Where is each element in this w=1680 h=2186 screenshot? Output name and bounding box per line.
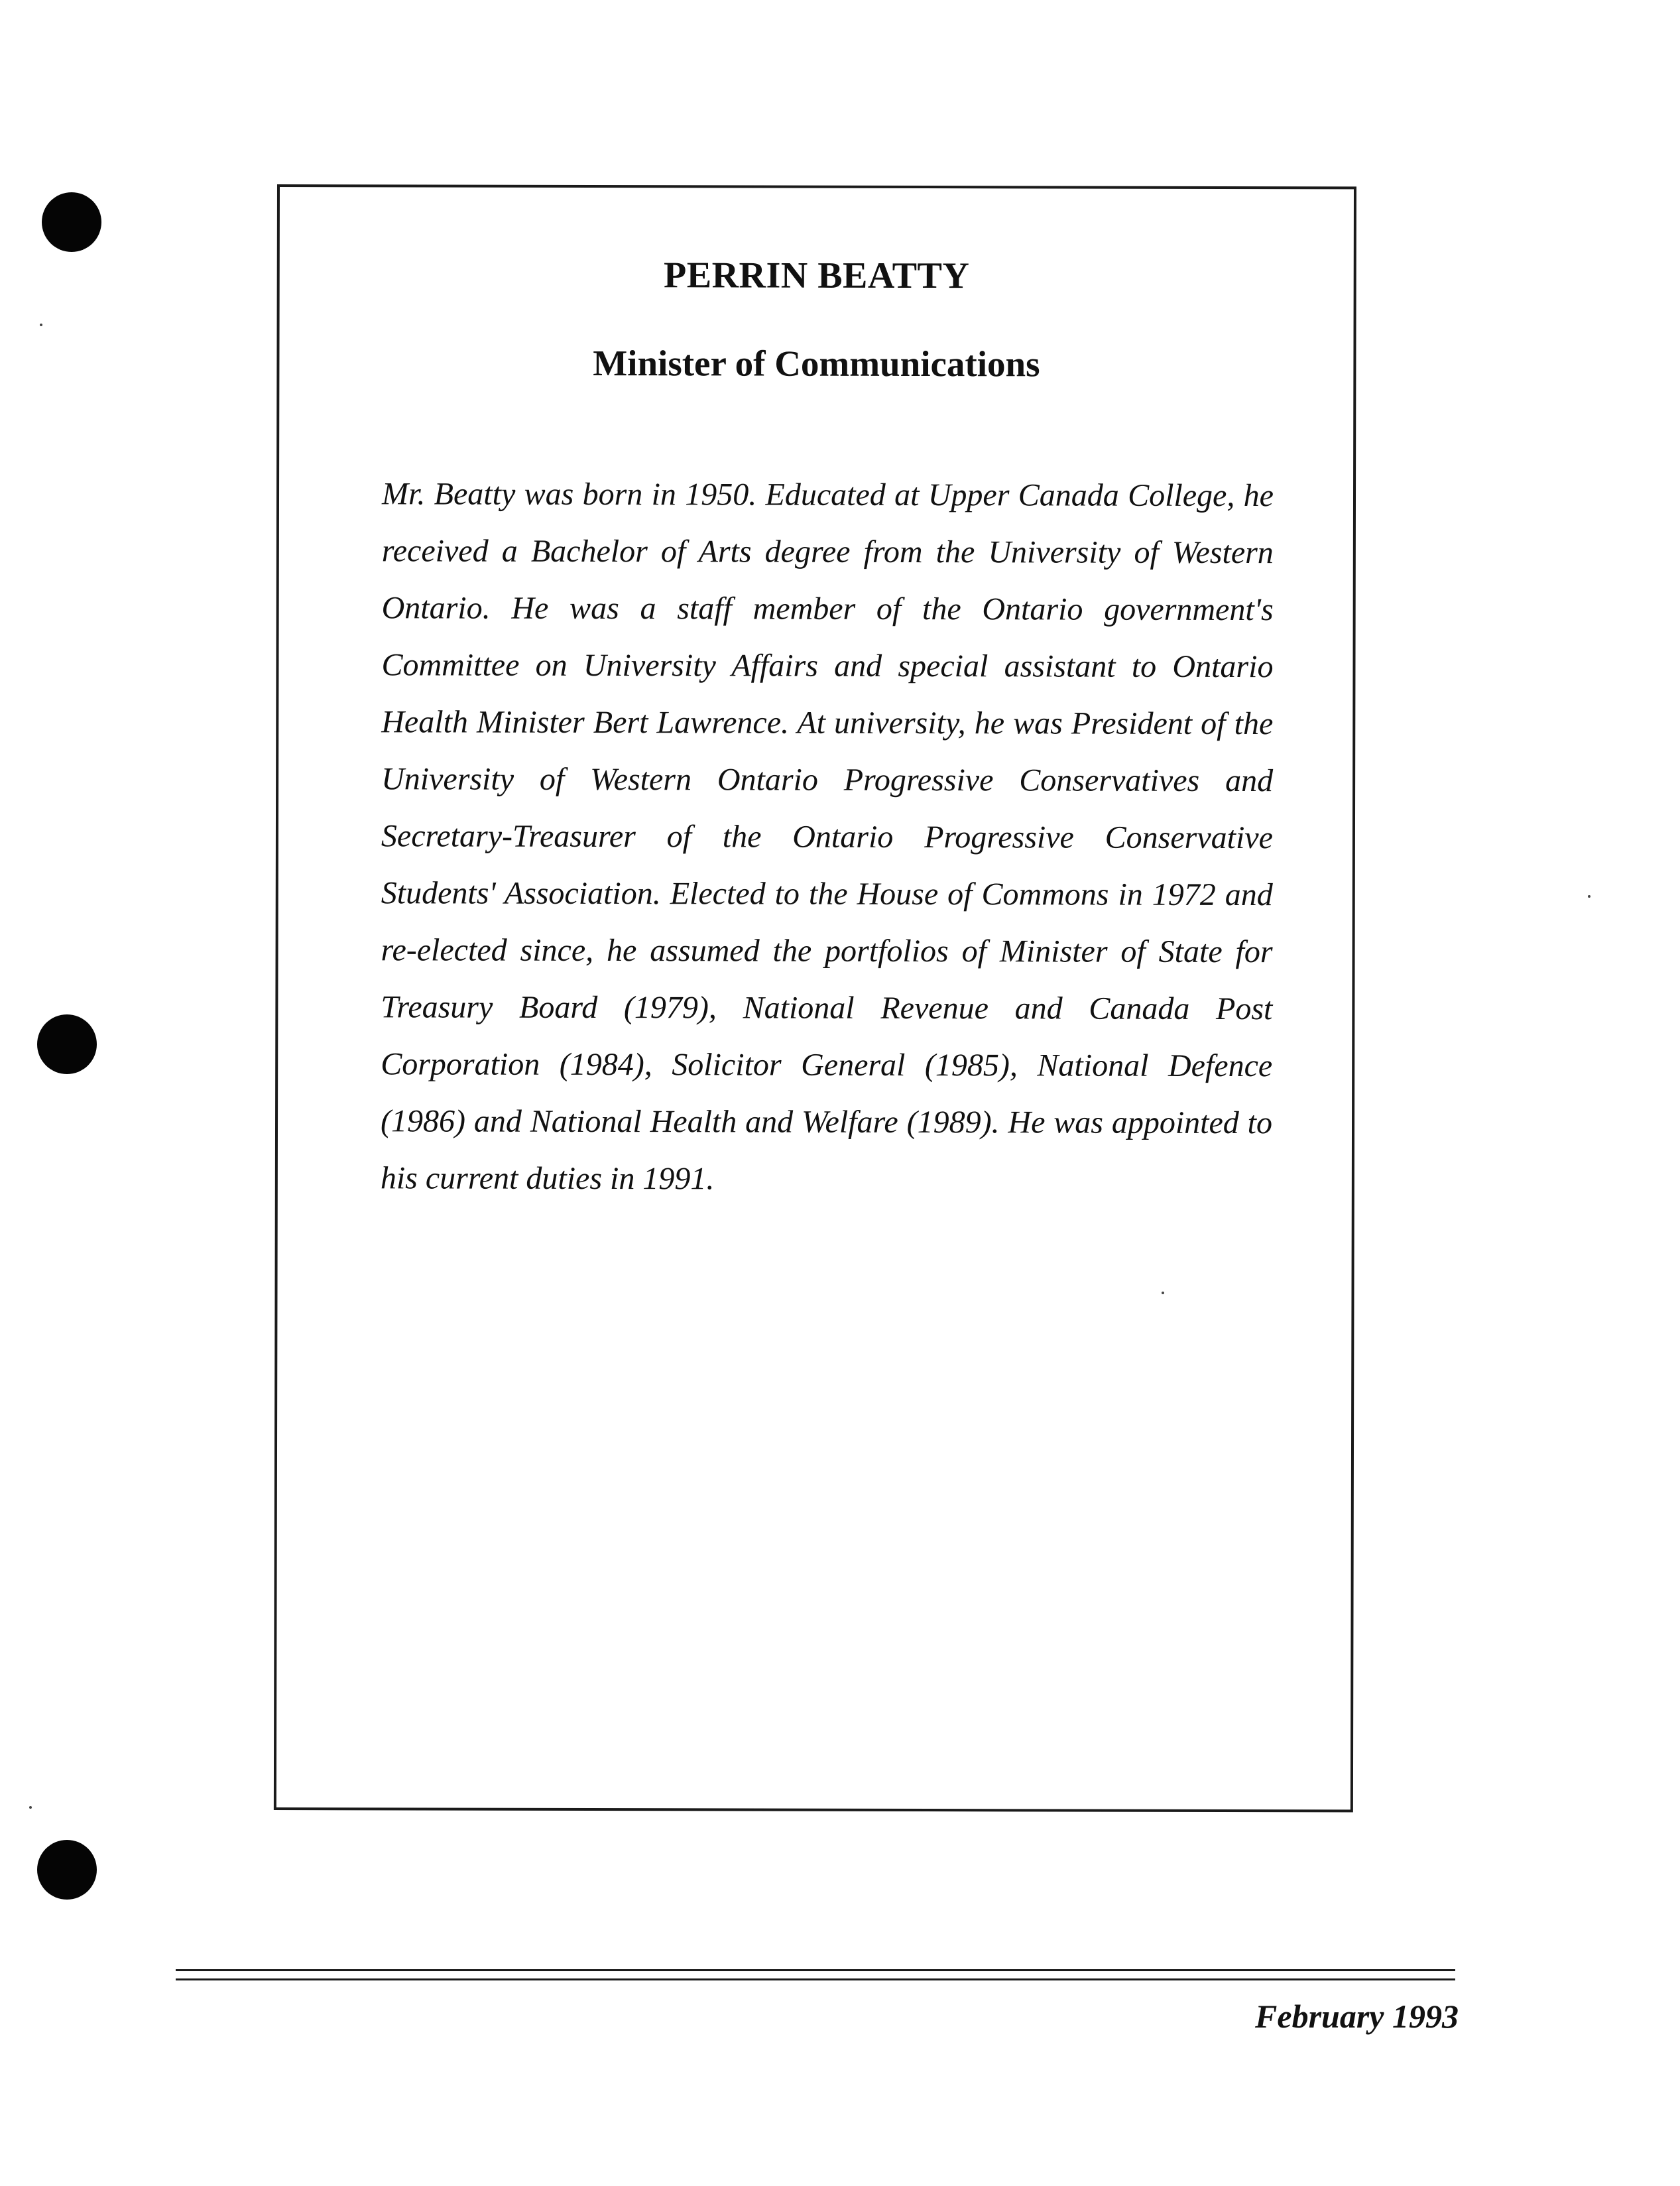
- footer-date: February 1993: [1255, 1998, 1459, 2035]
- punch-hole-middle: [37, 1014, 97, 1074]
- footer-rule: [176, 1969, 1455, 1971]
- scan-speck: [1588, 895, 1590, 898]
- scan-speck: [29, 1806, 32, 1809]
- punch-hole-bottom: [37, 1840, 97, 1900]
- person-title: Minister of Communications: [593, 342, 1040, 385]
- scan-speck: [40, 324, 42, 326]
- punch-hole-top: [42, 192, 101, 252]
- person-name: PERRIN BEATTY: [663, 255, 970, 297]
- footer-rule: [176, 1978, 1455, 1980]
- biography-box: [274, 184, 1356, 1812]
- biography-paragraph: Mr. Beatty was born in 1950. Educated at Upper Canada College, he received a Bachelor of Arts degree from the University of Western Ontario. He was a staff member of the Ontario government's Committee on University Affairs and special assistant to Ontario Health Minister Bert Lawrence. At university, he was President of the University of Western Ontario Progressive Conservatives and Secretary-Treasurer of the Ontario Progressive Conservative Students' Association. Elected to the House of Commons in 1972 and re-elected since, he assumed the portfolios of Minister of State for Treasury Board (1979), National Revenue and Canada Post Corporation (1984), Solicitor General (1985), National Defence (1986) and National Health and Welfare (1989). He was appointed to his current duties in 1991.: [380, 476, 1274, 1197]
